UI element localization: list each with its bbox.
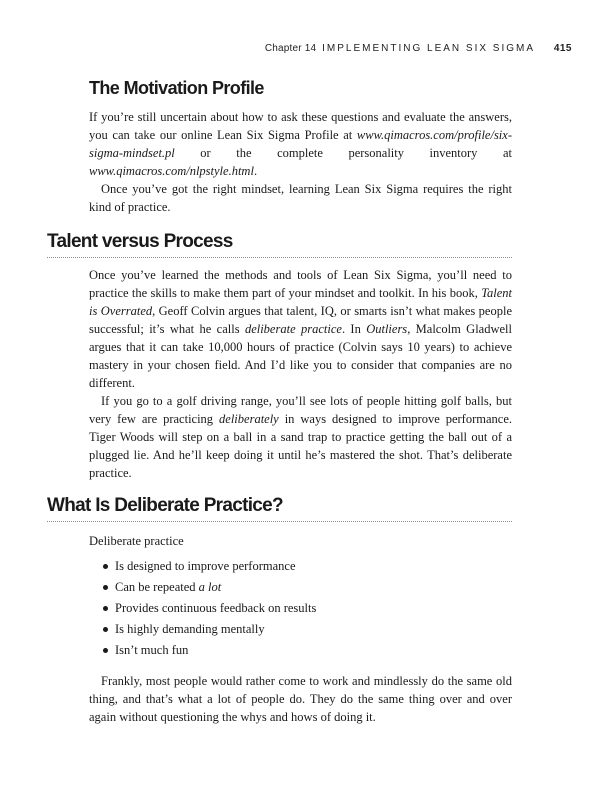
text-run: . [253, 164, 258, 178]
bullet-icon [103, 627, 108, 632]
text-run: , Malcolm Gladwell argues that it can take 10,000 hours of practice (Colvin says 10 years) to achieve mastery in your chosen field. And I’d like you to consider that companies are no different. [89, 322, 512, 390]
text-run: . In [341, 322, 367, 336]
bullet-list [89, 556, 512, 661]
chapter-label: Chapter 14 [264, 43, 317, 54]
motivation-paragraph-2: Once you’ve got the right mindset, learning Lean Six Sigma requires the right kind of practice. [89, 182, 512, 214]
text-run: If you go to a golf driving range, you’ll see lots of people hitting golf balls, but very few are practicing [89, 394, 512, 426]
list-item-text: Provides continuous feedback on results [115, 601, 317, 615]
term-deliberate-practice: deliberate practice [244, 322, 342, 336]
deliberate-practice-body [89, 532, 512, 726]
list-item [89, 640, 512, 661]
motivation-profile-heading: The Motivation Profile [89, 78, 264, 98]
page-number: 415 [553, 43, 572, 54]
list-item [89, 556, 512, 577]
list-item-text: Isn’t much fun [115, 643, 189, 657]
emphasis-deliberately: deliberately [219, 412, 279, 426]
talent-versus-process-heading: Talent versus Process [47, 231, 512, 258]
list-item [89, 598, 512, 619]
text-run: , Geoff Colvin argues that talent, IQ, or smarts isn’t what makes people successful; it’s what he calls [89, 304, 512, 336]
bullet-list-lead: Deliberate practice [89, 534, 184, 548]
list-item-text: Is highly demanding mentally [115, 622, 265, 636]
book-title-talent-is-overrated: Talent is Overrated [89, 286, 512, 318]
chapter-title: IMPLEMENTING LEAN SIX SIGMA [322, 43, 536, 54]
bullet-icon [103, 606, 108, 611]
motivation-paragraph-1 [89, 108, 512, 180]
text-run: Once you’ve learned the methods and tools of Lean Six Sigma, you’ll need to practice the skills to make them part of your mindset and toolkit. In his book, [89, 268, 512, 300]
talent-versus-process-body [89, 266, 512, 482]
motivation-profile-body [89, 108, 512, 216]
list-item [89, 619, 512, 640]
list-item-text: Can be repeated [115, 580, 199, 594]
text-run: in ways designed to improve performance. Tiger Woods will step on a ball in a sand trap to practice getting the ball out of a plugged lie. And he’ll keep doing it until he’s mastered the shot. That’s deliberate practice. [89, 412, 512, 480]
bullet-icon [103, 648, 108, 653]
deliberate-practice-heading: What Is Deliberate Practice? [47, 495, 512, 522]
list-item [89, 577, 512, 598]
nlpstyle-url[interactable]: www.qimacros.com/nlpstyle.html [89, 164, 254, 178]
emphasis-a-lot: a lot [198, 580, 222, 594]
text-run: If you’re still uncertain about how to ask these questions and evaluate the answers, you can take our online Lean Six Sigma Profile at [89, 110, 512, 142]
profile-url[interactable]: www.qimacros.com/profile/six-sigma-mindset.pl [89, 128, 512, 160]
talent-paragraph-1 [89, 266, 512, 392]
list-item-text: Is designed to improve performance [115, 559, 296, 573]
talent-paragraph-2 [89, 392, 512, 482]
bullet-icon [103, 564, 108, 569]
closing-paragraph: Frankly, most people would rather come to work and mindlessly do the same old thing, and that’s what a lot of people do. They do the same thing over and over again without questioning the whys and hows of doing it. [89, 674, 512, 724]
running-head [265, 43, 572, 54]
bullet-icon [103, 585, 108, 590]
text-run: or the complete personality inventory at [174, 146, 512, 160]
book-title-outliers: Outliers [366, 322, 408, 336]
